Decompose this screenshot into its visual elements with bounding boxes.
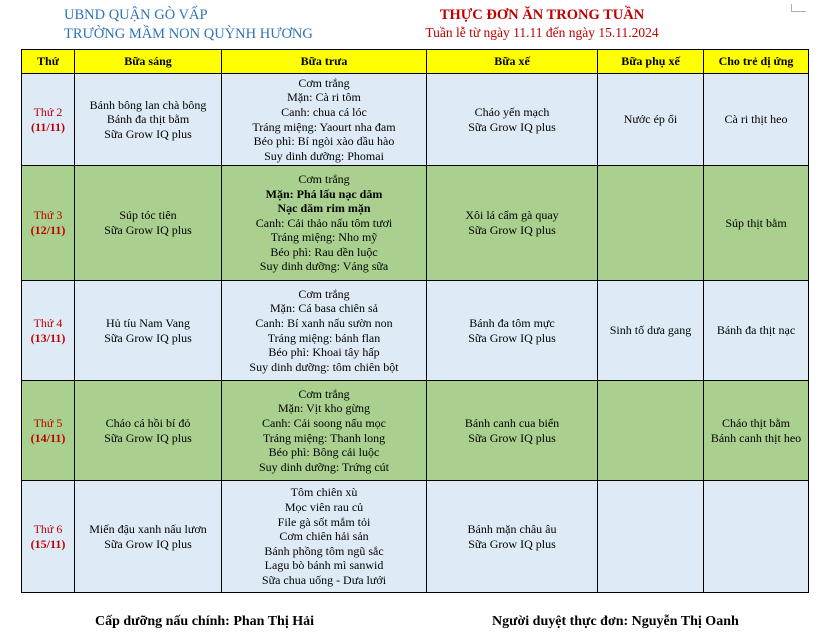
day-date: (15/11) — [30, 536, 66, 551]
menu-line: Sữa chua uống - Dưa lưới — [261, 572, 387, 587]
snack-cell — [598, 281, 704, 381]
allergy-cell — [704, 381, 809, 481]
menu-line: Súp thịt bằm — [725, 215, 787, 230]
menu-line: Sữa Grow IQ plus — [468, 330, 556, 345]
table-row — [22, 481, 809, 593]
menu-line: Cháo thịt bằm — [722, 415, 790, 430]
day-name: Thứ 2 — [33, 104, 63, 119]
lunch-cell — [222, 281, 427, 381]
day-date: (11/11) — [30, 119, 65, 134]
day-cell — [22, 166, 75, 281]
col-header-allergy: Cho trẻ dị ứng — [704, 50, 809, 74]
table-header-row — [22, 50, 809, 74]
menu-line: Bánh mặn châu âu — [467, 521, 557, 536]
menu-line: Suy dinh dưỡng: Váng sữa — [259, 259, 389, 274]
allergy-cell — [704, 481, 809, 593]
menu-line: Canh: chua cá lóc — [281, 104, 367, 119]
afternoon-cell — [427, 166, 598, 281]
day-cell — [22, 74, 75, 166]
menu-line: Béo phì: Bí ngòi xào dầu hào — [253, 134, 395, 149]
afternoon-cell — [427, 481, 598, 593]
table-row — [22, 74, 809, 166]
menu-line: File gà sốt mắm tỏi — [277, 514, 371, 529]
day-date: (12/11) — [30, 223, 66, 237]
menu-line: Cơm trắng — [298, 171, 350, 186]
col-header-breakfast: Bữa sáng — [75, 50, 222, 74]
menu-line: Suy dinh dưỡng: Phomai — [264, 148, 384, 163]
allergy-cell — [704, 166, 809, 281]
menu-line: Sữa Grow IQ plus — [104, 223, 192, 237]
menu-line: Canh: Cải soong nấu mọc — [262, 415, 386, 430]
approver-signature-line: Người duyệt thực đơn: Nguyễn Thị Oanh — [492, 614, 739, 629]
menu-line: Nước ép ổi — [623, 112, 678, 127]
menu-line: Cơm chiên hải sản — [279, 529, 369, 544]
col-header-afternoon: Bữa xế — [427, 50, 598, 74]
menu-line: Sữa Grow IQ plus — [468, 223, 556, 237]
menu-line: Cháo cá hồi bí đỏ — [105, 415, 191, 430]
snack-cell — [598, 166, 704, 281]
menu-line: Mọc viên rau củ — [284, 500, 364, 515]
day-name: Thứ 4 — [33, 315, 63, 330]
menu-line: Mặn: Vịt kho gừng — [278, 401, 370, 416]
menu-line: Mặn: Cà ri tôm — [287, 90, 361, 105]
menu-week-range: Tuần lễ từ ngày 11.11 đến ngày 15.11.2024 — [425, 25, 659, 40]
menu-line: Tráng miệng: bánh flan — [267, 330, 381, 345]
menu-line: Nạc dăm rim mặn — [277, 201, 371, 216]
day-name: Thứ 3 — [33, 208, 63, 223]
menu-line: Suy dinh dưỡng: Trứng cút — [258, 459, 390, 474]
menu-line: Tôm chiên xù — [290, 485, 358, 500]
day-cell — [22, 281, 75, 381]
menu-line: Béo phì: Rau dền luộc — [270, 244, 378, 259]
menu-line: Sữa Grow IQ plus — [468, 119, 556, 134]
chef-signature-line: Cấp dưỡng nấu chính: Phan Thị Hải — [95, 614, 314, 629]
breakfast-cell — [75, 281, 222, 381]
menu-line: Sữa Grow IQ plus — [104, 430, 192, 445]
afternoon-cell — [427, 74, 598, 166]
menu-line: Suy dinh dưỡng: tôm chiên bột — [249, 359, 399, 374]
table-row — [22, 281, 809, 381]
snack-cell — [598, 481, 704, 593]
menu-line: Cà ri thịt heo — [724, 112, 788, 127]
col-header-lunch: Bữa trưa — [222, 50, 427, 74]
menu-line: Súp tóc tiên — [119, 208, 177, 223]
menu-line: Bánh bông lan chà bông — [89, 97, 207, 112]
day-name: Thứ 5 — [33, 415, 63, 430]
menu-line: Bánh phồng tôm ngũ sắc — [264, 543, 384, 558]
day-name: Thứ 6 — [33, 521, 63, 536]
menu-header — [400, 6, 684, 42]
menu-line: Bánh canh thịt heo — [710, 430, 802, 445]
menu-line: Canh: Cải thảo nấu tôm tươi — [255, 215, 393, 230]
page-corner-mark — [791, 4, 806, 12]
afternoon-cell — [427, 281, 598, 381]
day-cell — [22, 381, 75, 481]
breakfast-cell — [75, 74, 222, 166]
menu-line: Xôi lá cẩm gà quay — [465, 208, 559, 223]
menu-line: Bánh đa thịt nạc — [716, 323, 796, 338]
menu-line: Sinh tố dưa gang — [609, 323, 692, 338]
allergy-cell — [704, 74, 809, 166]
menu-line: Sữa Grow IQ plus — [104, 126, 192, 141]
breakfast-cell — [75, 381, 222, 481]
menu-line: Mặn: Phá lấu nạc dăm — [265, 186, 383, 201]
afternoon-cell — [427, 381, 598, 481]
breakfast-cell — [75, 481, 222, 593]
snack-cell — [598, 74, 704, 166]
menu-line: Tráng miệng: Thanh long — [262, 430, 386, 445]
weekly-menu-table — [21, 49, 809, 593]
lunch-cell — [222, 74, 427, 166]
lunch-cell — [222, 381, 427, 481]
menu-line: Sữa Grow IQ plus — [104, 330, 192, 345]
menu-line: Bánh đa thịt bằm — [106, 112, 190, 127]
menu-line: Lagu bò bánh mì sanwid — [264, 558, 384, 573]
district-name: UBND QUẬN GÒ VẤP — [64, 7, 208, 23]
menu-line: Tráng miệng: Yaourt nha đam — [252, 119, 396, 134]
menu-title: THỰC ĐƠN ĂN TRONG TUẦN — [439, 7, 645, 23]
col-header-snack: Bữa phụ xế — [598, 50, 704, 74]
menu-line: Bánh canh cua biển — [464, 415, 560, 430]
menu-line: Cơm trắng — [298, 386, 350, 401]
snack-cell — [598, 381, 704, 481]
col-header-day: Thứ — [22, 50, 75, 74]
menu-line: Miến đậu xanh nấu lươn — [89, 521, 207, 536]
school-header — [64, 6, 313, 44]
menu-line: Béo phì: Khoai tây hấp — [268, 345, 380, 360]
menu-line: Sữa Grow IQ plus — [104, 536, 192, 551]
day-date: (13/11) — [30, 330, 66, 345]
menu-line: Canh: Bí xanh nấu sườn non — [255, 315, 393, 330]
menu-line: Cơm trắng — [298, 286, 350, 301]
menu-line: Hủ tíu Nam Vang — [105, 315, 191, 330]
menu-line: Tráng miệng: Nho mỹ — [270, 230, 378, 245]
menu-line: Sữa Grow IQ plus — [468, 430, 556, 445]
lunch-cell — [222, 481, 427, 593]
table-row — [22, 166, 809, 281]
breakfast-cell — [75, 166, 222, 281]
menu-line: Cháo yến mạch — [474, 104, 550, 119]
menu-line: Béo phì: Bông cải luộc — [268, 445, 380, 460]
menu-line: Mặn: Cá basa chiên sả — [270, 301, 378, 316]
day-cell — [22, 481, 75, 593]
allergy-cell — [704, 281, 809, 381]
menu-line: Sữa Grow IQ plus — [468, 536, 556, 551]
lunch-cell — [222, 166, 427, 281]
table-row — [22, 381, 809, 481]
menu-line: Bánh đa tôm mực — [469, 315, 555, 330]
school-name: TRƯỜNG MẦM NON QUỲNH HƯƠNG — [64, 26, 313, 42]
day-date: (14/11) — [30, 430, 66, 445]
menu-line: Cơm trắng — [298, 75, 350, 90]
